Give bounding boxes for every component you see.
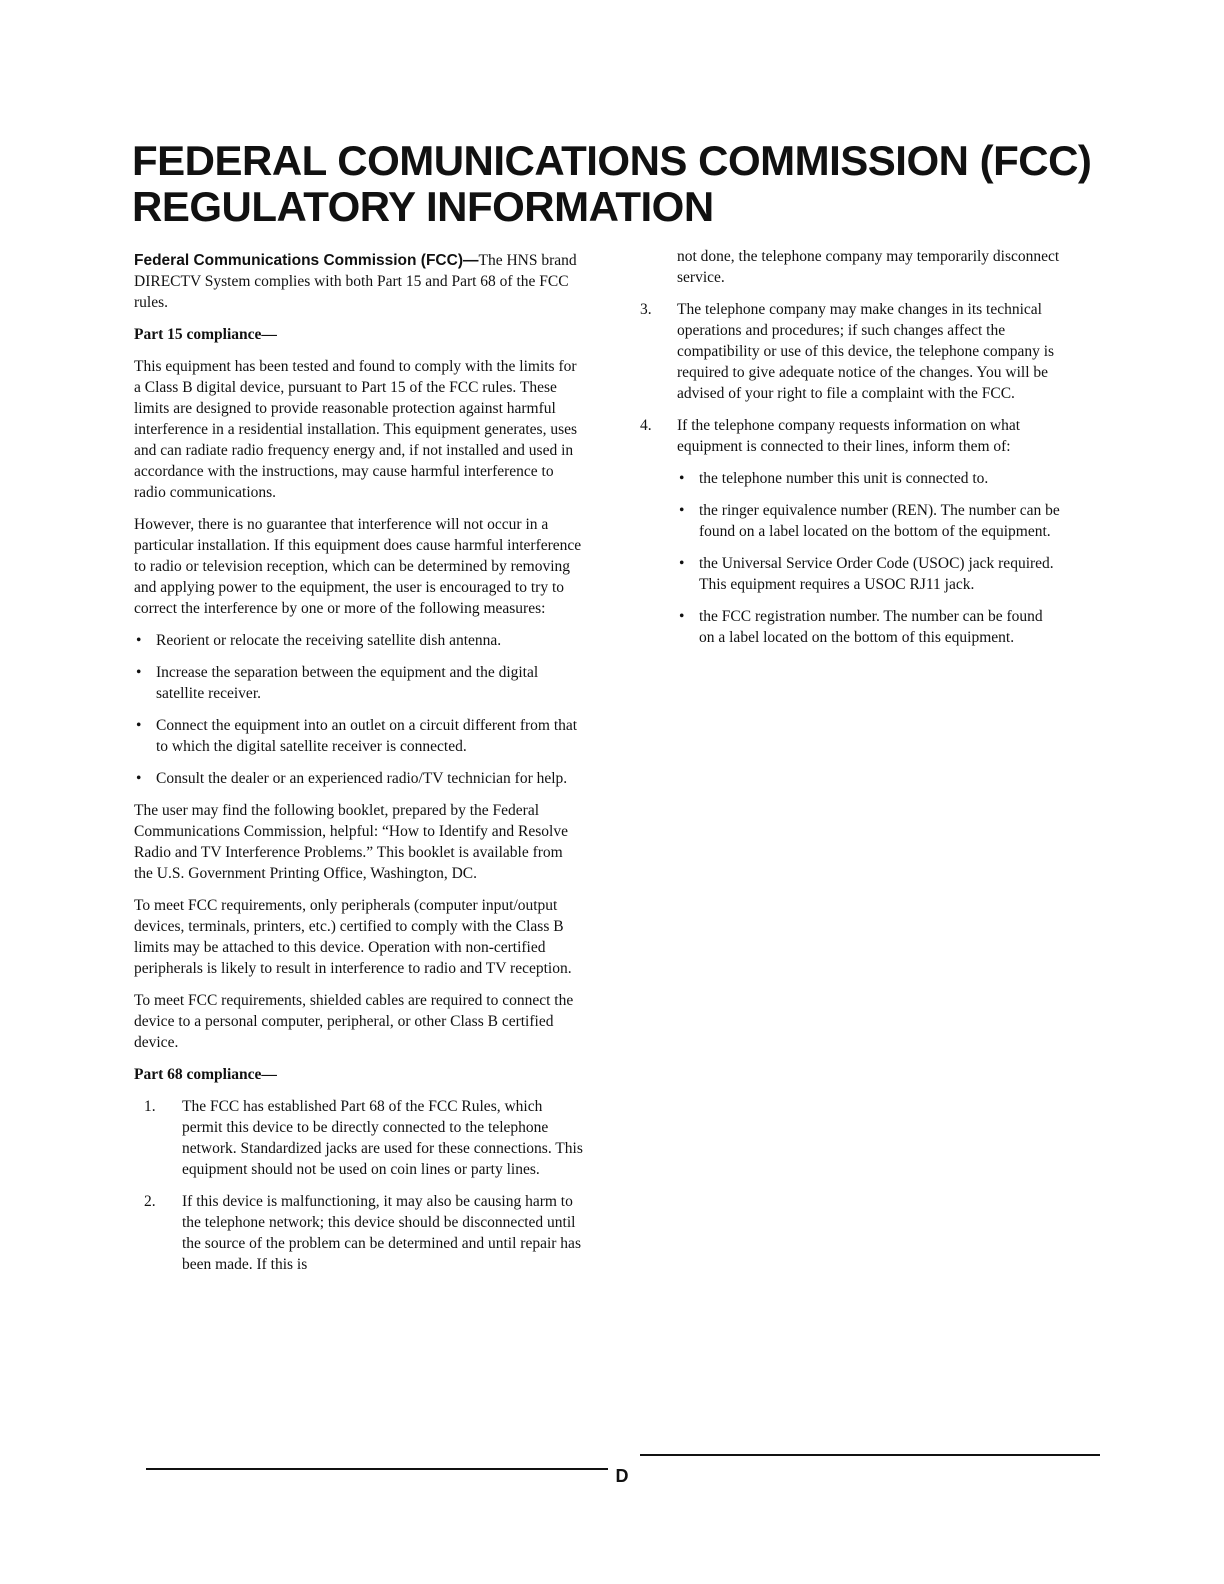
part15-heading: Part 15 compliance— bbox=[134, 326, 277, 343]
part15-paragraph-5: To meet FCC requirements, shielded cables are required to connect the device to a personal computer, peripheral, or other Class B certified device. bbox=[134, 992, 574, 1051]
item-number: 4. bbox=[640, 417, 652, 434]
page-label: D bbox=[615, 1466, 629, 1486]
bullet-icon: • bbox=[679, 608, 685, 625]
item-number: 1. bbox=[144, 1098, 156, 1115]
bullet-icon: • bbox=[136, 770, 142, 787]
list-item: • the Universal Service Order Code (USOC) jack required. This equipment requires a USOC RJ11 jack. bbox=[679, 555, 1054, 593]
title-line-1: FEDERAL COMUNICATIONS COMMISSION (FCC) bbox=[132, 137, 1092, 184]
page-title bbox=[132, 138, 1132, 230]
list-item: • Connect the equipment into an outlet on a circuit different from that to which the digital satellite receiver is connected. bbox=[136, 717, 578, 755]
continuation-paragraph: not done, the telephone company may temporarily disconnect service. bbox=[677, 248, 1060, 286]
list-item: • Reorient or relocate the receiving satellite dish antenna. bbox=[136, 632, 502, 649]
list-item: 1. The FCC has established Part 68 of the FCC Rules, which permit this device to be directly connected to the telephone network. Standardized jacks are used for these connections. This equipment should not be used on coin lines or party lines. bbox=[144, 1098, 583, 1178]
intro-heading: Federal Communications Commission (FCC)— bbox=[134, 252, 479, 269]
list-item: • the ringer equivalence number (REN). The number can be found on a label located on the bottom of the equipment. bbox=[679, 502, 1060, 540]
part68-heading: Part 68 compliance— bbox=[134, 1066, 277, 1083]
bullet-icon: • bbox=[679, 502, 685, 519]
intro-paragraph bbox=[134, 250, 584, 313]
part15-paragraph-3: The user may find the following booklet, prepared by the Federal Communications Commission, helpful: “How to Identify and Resolve Radio and TV Interference Problems.” This booklet is available from the U.S. Government Printing Office, Washington, DC. bbox=[134, 802, 568, 882]
bullet-icon: • bbox=[136, 632, 142, 649]
list-item: 3. The telephone company may make changes in its technical operations and procedures; if such changes affect the compatibility or use of this device, the telephone company is required to give adequate notice of the changes. You will be advised of your right to file a complaint with the FCC. bbox=[640, 301, 1055, 402]
part68-list-right bbox=[640, 299, 1060, 457]
bullet-icon: • bbox=[679, 555, 685, 572]
part15-paragraph-4: To meet FCC requirements, only peripherals (computer input/output devices, terminals, printers, etc.) certified to comply with the Class B limits may be attached to this device. Operation with non-certified peripherals is likely to result in interference to radio and TV reception. bbox=[134, 897, 572, 977]
telephone-info-list bbox=[640, 468, 1060, 648]
item-number: 3. bbox=[640, 301, 652, 318]
bullet-icon: • bbox=[136, 717, 142, 734]
intro-text: The HNS brand DIRECTV System complies with both Part 15 and Part 68 of the FCC rules. bbox=[134, 252, 577, 311]
list-item: • Consult the dealer or an experienced radio/TV technician for help. bbox=[136, 770, 568, 787]
list-item: 4. If the telephone company requests information on what equipment is connected to their lines, inform them of: bbox=[640, 417, 1021, 455]
list-item: • the FCC registration number. The number can be found on a label located on the bottom of this equipment. bbox=[679, 608, 1043, 646]
footer-divider-right bbox=[640, 1454, 1100, 1456]
bullet-icon: • bbox=[136, 664, 142, 681]
list-item: 2. If this device is malfunctioning, it may also be causing harm to the telephone network; this device should be disconnected until the source of the problem can be determined and until repair has been made. If this is bbox=[144, 1193, 581, 1273]
interference-measures-list bbox=[134, 630, 584, 789]
list-item: • Increase the separation between the equipment and the digital satellite receiver. bbox=[136, 664, 539, 702]
item-number: 2. bbox=[144, 1193, 156, 1210]
bullet-icon: • bbox=[679, 470, 685, 487]
footer-divider-left bbox=[146, 1468, 608, 1470]
title-line-2: REGULATORY INFORMATION bbox=[132, 183, 714, 230]
part68-list-left bbox=[134, 1096, 584, 1275]
right-column bbox=[640, 246, 1060, 659]
left-column bbox=[134, 250, 584, 1286]
list-item: • the telephone number this unit is connected to. bbox=[679, 470, 989, 487]
part15-paragraph-1: This equipment has been tested and found to comply with the limits for a Class B digital device, pursuant to Part 15 of the FCC rules. These limits are designed to provide reasonable protection against harmful interference in a residential installation. This equipment generates, uses and can radiate radio frequency energy and, if not installed and used in accordance with the instructions, may cause harmful interference to radio communications. bbox=[134, 358, 578, 501]
part15-paragraph-2: However, there is no guarantee that interference will not occur in a particular installation. If this equipment does cause harmful interference to radio or television reception, which can be determined by removing and applying power to the equipment, the user is encouraged to try to correct the interference by one or more of the following measures: bbox=[134, 516, 582, 617]
